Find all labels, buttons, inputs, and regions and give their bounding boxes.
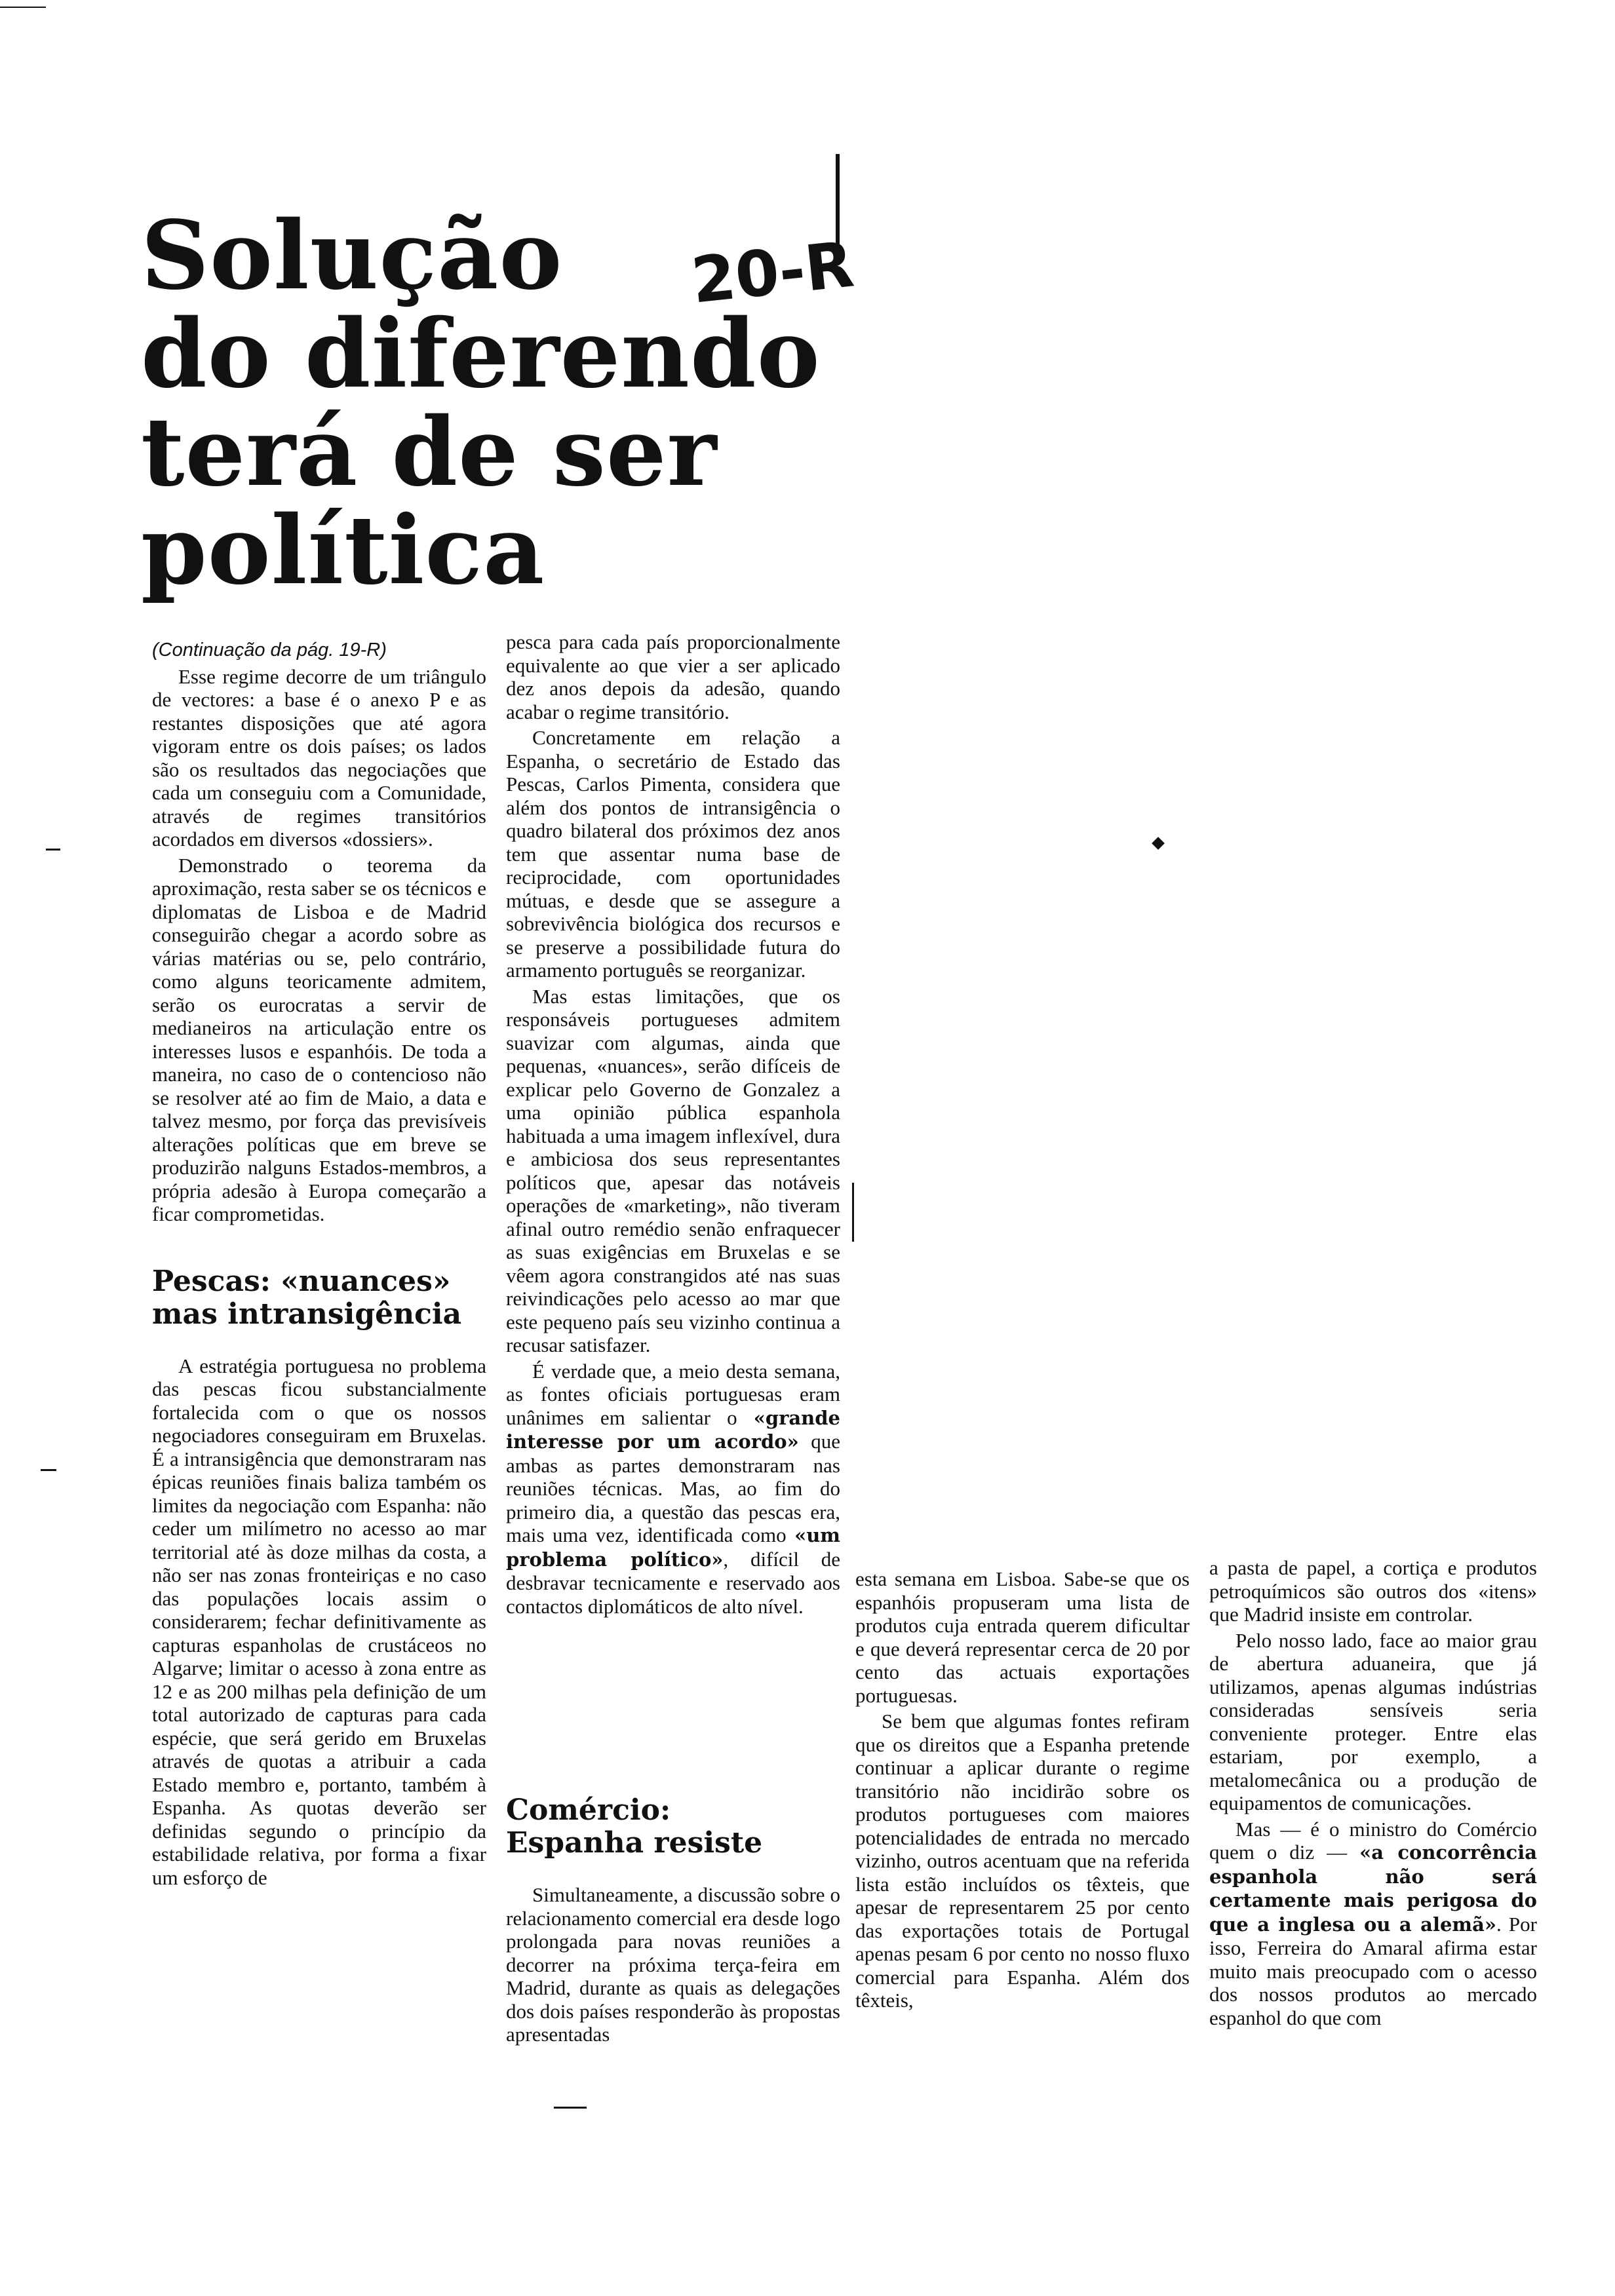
emphasis-quote: «a concorrência espanhola não será certamente mais perigosa do que a inglesa ou a alemã» — [1209, 1841, 1537, 1936]
paragraph: Pelo nosso lado, face ao maior grau de abertura aduaneira, que já utilizamos, apenas algumas indústrias consideradas sensíveis seria conveniente proteger. Entre elas estariam, por exemplo, a metalomecânica ou a produção de equipamentos de comunicações. — [1209, 1628, 1537, 1814]
article-column-2-lower — [506, 1794, 840, 2046]
article-column-2 — [506, 630, 840, 1618]
paragraph: Simultaneamente, a discussão sobre o relacionamento comercial era desde logo prolongada para novas reuniões a decorrer na próxima terça-feira em Madrid, durante as quais as delegações dos dois países responderão às propostas apresentadas — [506, 1883, 840, 2046]
article-column-1 — [152, 639, 486, 1889]
subhead-line: mas intransigência — [152, 1297, 462, 1331]
paragraph: Demonstrado o teorema da aproximação, resta saber se os técnicos e diplomatas de Lisboa e de Madrid conseguirão chegar a acordo sobre as várias matérias ou se, pelo contrário, como alguns teoricamente admitem, serão os eurocratas a servir de medianeiros na articulação entre os interesses lusos e espanhóis. De toda a maneira, no caso de o contencioso não se resolver até ao fim de Maio, a data e talvez mesmo, por força das previsíveis alterações políticas que em breve se produzirão nalguns Estados-membros, a própria adesão à Europa começarão a ficar comprometidas. — [152, 853, 486, 1225]
paragraph: esta semana em Lisboa. Sabe-se que os espanhóis propuseram uma lista de produtos cuja entrada querem dificultar e que deverá representar cerca de 20 por cento das actuais exportações portuguesas. — [855, 1567, 1190, 1707]
headline-line-3: terá de ser — [141, 396, 718, 507]
scan-speck — [1152, 837, 1165, 850]
paragraph — [1209, 1818, 1537, 2030]
paragraph: a pasta de papel, a cortiça e produtos petroquímicos são outros dos «itens» que Madrid insiste em controlar. — [1209, 1556, 1537, 1626]
scan-margin-mark — [41, 1469, 56, 1471]
text-run: , difícil de desbravar tecnicamente e reservado aos contactos diplomáticos de alto nível. — [506, 1547, 840, 1618]
subhead-line: Pescas: «nuances» — [152, 1264, 451, 1298]
paragraph: A estratégia portuguesa no problema das pescas ficou substancialmente fortalecida com o que os nossos negociadores conseguiram em Bruxelas. É a intransigência que demonstraram nas épicas reuniões finais baliza também os limites da negociação com Espanha: não ceder um milímetro no acesso ao mar territorial até às doze milhas da costa, a não ser nas zonas fronteiriças e no caso das populações locais assim o considerarem; fechar definitivamente as capturas espanholas de crustáceos no Algarve; limitar o acesso à zona entre as 12 e as 200 milhas pela definição de um total autorizado de capturas para cada espécie, que será gerido em Bruxelas através de quotas a atribuir a cada Estado membro e, portanto, também à Espanha. As quotas deverão ser definidas segundo o princípio da estabilidade relativa, por forma a fixar um esforço de — [152, 1354, 486, 1889]
scan-edge-mark — [0, 7, 46, 8]
subhead-comercio — [506, 1794, 840, 1860]
paragraph — [506, 1360, 840, 1618]
article-column-3 — [855, 1567, 1190, 2012]
paragraph: Mas estas limitações, que os responsáveis portugueses admitem suavizar com algumas, ainda que pequenas, «nuances», serão difíceis de explicar pelo Governo de Gonzalez a uma opinião pública espanhola habituada a uma imagem inflexível, dura e ambiciosa dos seus representantes políticos que, apesar das notáveis operações de «marketing», não tiveram afinal outro remédio senão enfraquecer as suas exigências em Bruxelas e se vêem agora constrangidos até nas suas reivindicações pelo acesso ao mar que este pequeno país seu vizinho continua a recusar satisfazer. — [506, 984, 840, 1356]
scan-rule-mark — [554, 2107, 587, 2109]
subhead-pescas — [152, 1265, 486, 1331]
article-column-4 — [1209, 1556, 1537, 2029]
handwritten-note: 20-R — [688, 227, 857, 318]
emphasis-quote: «grande interesse por um acordo» — [506, 1406, 840, 1453]
paragraph: Se bem que algumas fontes refiram que os direitos que a Espanha pretende continuar a aplicar durante o regime transitório não incidirão sobre os produtos portugueses com maiores potencialidades de entrada no mercado vizinho, outros acentuam que na referida lista estão incluídos os têxteis, que apesar de representarem 25 por cento das exportações totais de Portugal apenas pesam 6 por cento no nosso fluxo comercial para Espanha. Além dos têxteis, — [855, 1710, 1190, 2012]
subhead-line: Espanha resiste — [506, 1826, 763, 1860]
scan-margin-mark — [46, 849, 60, 851]
paragraph: Concretamente em relação a Espanha, o secretário de Estado das Pescas, Carlos Pimenta, considera que além dos pontos de intransigência o quadro bilateral dos próximos dez anos tem que assentar numa base de reciprocidade, com oportunidades mútuas, e desde que se assegure a sobrevivência biológica dos recursos e se preserve a possibilidade futura do armamento português se reorganizar. — [506, 726, 840, 982]
paragraph: pesca para cada país proporcionalmente equivalente ao que vier a ser aplicado dez anos depois da adesão, quando acabar o regime transitório. — [506, 630, 840, 723]
continuation-note: (Continuação da pág. 19-R) — [152, 640, 387, 660]
text-run: . Por isso, Ferreira do Amaral afirma estar muito mais preocupado com o acesso dos nossos produtos ao mercado espanhol do que com — [1209, 1912, 1537, 2029]
subhead-line: Comércio: — [506, 1793, 671, 1827]
emphasis-quote: «um problema político» — [506, 1524, 840, 1571]
scan-rule-mark — [852, 1183, 854, 1242]
text-run: É verdade que, a meio desta semana, as fontes oficiais portuguesas eram unânimes em salientar o — [506, 1359, 840, 1429]
headline-line-1: Solução — [141, 200, 563, 311]
headline-line-4: política — [141, 495, 545, 605]
paragraph: Esse regime decorre de um triângulo de vectores: a base é o anexo P e as restantes disposições que até agora vigoram entre os dois países; os lados são os resultados das negociações que cada um conseguiu com a Comunidade, através de regimes transitórios acordados em diversos «dossiers». — [152, 664, 486, 851]
text-run: que ambas as partes demonstraram nas reuniões técnicas. Mas, ao fim do primeiro dia, a questão das pescas era, mais uma vez, identificada como — [506, 1430, 840, 1546]
headline-line-2: do diferendo — [141, 298, 821, 409]
text-run: Mas — é o ministro do Comércio quem o diz — — [1209, 1817, 1537, 1864]
